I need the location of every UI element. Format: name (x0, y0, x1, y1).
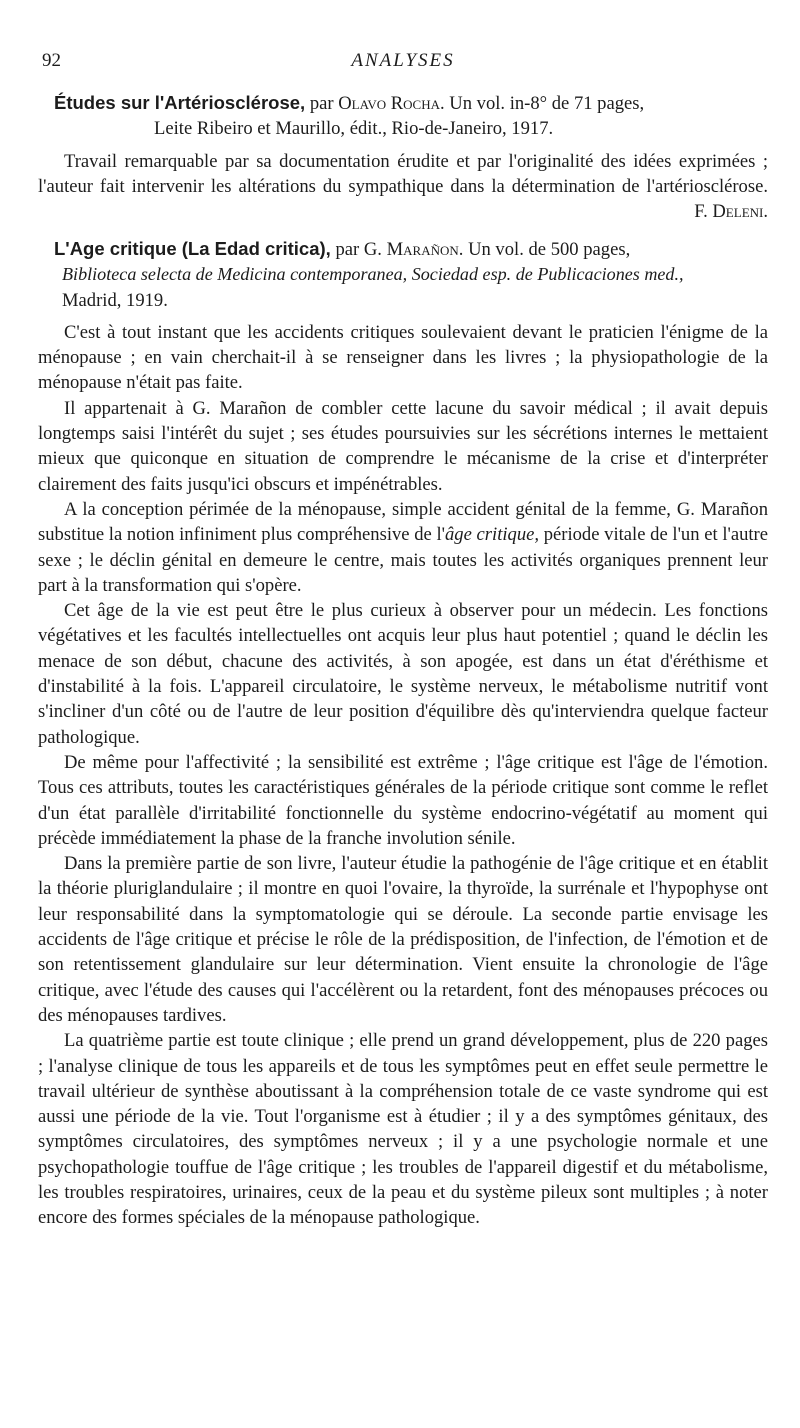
publisher-info: Madrid, 1919. (62, 289, 168, 311)
review-paragraph: De même pour l'affectivité ; la sensibilité est extrême ; l'âge critique est l'âge de l'émotion. Tous ces attributs, toutes les caractéristiques générales de la période critique sont comme le reflet d'un état parallèle d'irritabilité fonctionnelle du système endocrino-végétatif au moment qui précède immédiatement la phase de la franche involution sénile. (38, 751, 768, 849)
reviewer-signature: F. Deleni. (694, 201, 768, 223)
review-age-critique (38, 236, 768, 1231)
publisher-info: Leite Ribeiro et Maurillo, édit., Rio-de-Janeiro, 1917. (154, 118, 554, 140)
page-number: 92 (42, 50, 61, 71)
book-title: Études sur l'Artériosclérose, (54, 92, 306, 113)
review-paragraph: C'est à tout instant que les accidents critiques soulevaient devant le praticien l'énigme de la ménopause ; en vain cherchait-il à se renseigner dans les livres ; la physiopathologie de la ménopause n'était pas faite. (38, 321, 768, 394)
book-author: Marañon (386, 239, 459, 260)
review-paragraph: La quatrième partie est toute clinique ; elle prend un grand développement, plus de 220 pages ; l'analyse clinique de tous les appareils et de tous les symptômes peut en effet seule permettre le travail ultérieur de synthèse aboutissant à la compréhension totale de ce vaste syndrome qui est aussi une période de la vie. Tout l'organisme est à étudier ; il y a des symptômes génitaux, des symptômes circulatoires, des symptômes nerveux ; il y a une psychologie normale et une psychopathologie touffue de l'âge critique ; les troubles de l'appareil digestif et du métabolisme, les troubles respiratoires, urinaires, ceux de la peau et du système pileux sont multiples ; à noter encore des formes spéciales de la ménopause pathologique. (38, 1030, 768, 1229)
review-paragraph: Travail remarquable par sa documentation érudite et par l'originalité des idées exprimées ; l'auteur fait intervenir les altérations du sympathique dans la détermination de l'artériosclérose. F. Deleni. (38, 149, 768, 200)
book-title: L'Age critique (La Edad critica), (54, 238, 331, 259)
bibliographic-info: . Un vol. in-8° de 71 pages, (439, 93, 645, 114)
by-label: par (309, 93, 334, 114)
review-paragraph: Cet âge de la vie est peut être le plus curieux à observer pour un médecin. Les fonctions végétatives et les facultés intellectuelles ont acquis leur plus haut potentiel ; quand le déclin les menace de son début, chacune des activités, à son apogée, est dans un état d'éréthisme et d'instabilité à la fois. L'appareil circulatoire, le système nerveux, le métabolisme nutritif vont s'incliner d'un côté ou de l'autre de leur position d'équilibre dès qu'interviendra quelque facteur pathologique. (38, 600, 768, 748)
review-heading (38, 90, 768, 142)
by-label: par G. (335, 239, 382, 260)
italic-term: âge critique, (445, 524, 540, 546)
review-paragraph: Il appartenait à G. Marañon de combler cette lacune du savoir médical ; il avait depuis longtemps saisi l'intérêt du sujet ; ses études poursuivies sur les sécrétions internes le mettaient mieux que quiconque en situation de comprendre le mécanisme de la crise et d'interpréter clairement des faits jusqu'ici obscurs et impénétrables. (38, 397, 768, 495)
review-arteriosclerose (38, 90, 768, 224)
review-paragraph: Dans la première partie de son livre, l'auteur étudie la pathogénie de l'âge critique et en établit la théorie pluriglandulaire ; il montre en quoi l'ovaire, la thyroïde, la surrénale et l'hypophyse ont leur responsabilité dans la symptomatologie qui se déroule. La seconde partie envisage les accidents de l'âge critique et précise le rôle de la prédisposition, de l'infection, de l'émotion et de son retentissement glandulaire sur leur détermination. Vient ensuite la chronologie de l'âge critique, avec l'étude des causes qui l'accélèrent ou la retardent, font des ménopauses précoces ou des ménopauses tardives. (38, 853, 768, 1026)
series-title: Biblioteca selecta de Medicina contemporanea, Sociedad esp. de Publicaciones med., (62, 264, 684, 285)
review-paragraph: A la conception périmée de la ménopause, simple accident génital de la femme, G. Marañon substitue la notion infiniment plus compréhensive de l'âge critique, période vitale de l'un et l'autre sexe ; le déclin génital en demeure le centre, mais toutes les activités organiques prennent leur part à la transformation qui s'opère. (38, 498, 769, 596)
book-author: Olavo Rocha (338, 93, 440, 114)
bibliographic-info: . Un vol. de 500 pages, (458, 239, 631, 260)
review-heading (38, 236, 768, 313)
running-title: ANALYSES (351, 50, 455, 71)
page-header (38, 50, 768, 74)
